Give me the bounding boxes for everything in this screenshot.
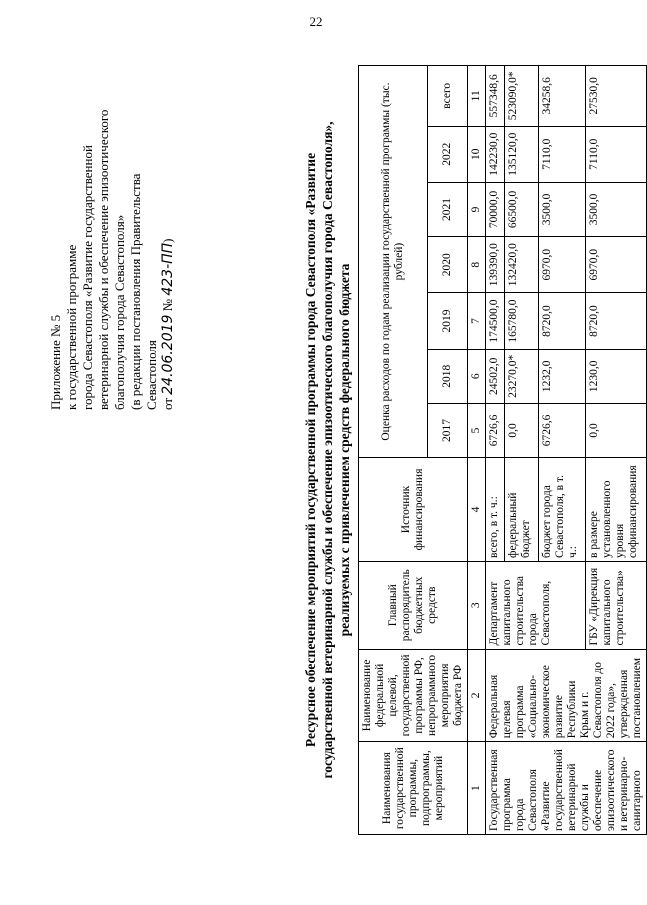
header-year: 2018	[427, 349, 467, 403]
value-cell: 165780,0	[505, 293, 538, 349]
number-prefix: №	[160, 298, 175, 312]
header-year: 2017	[427, 403, 467, 457]
appendix-line: Севастополя	[144, 340, 159, 410]
header-col1: Наименования государственной программы, подпрограммы, мероприятий	[359, 742, 468, 835]
column-number: 4	[468, 458, 486, 562]
value-cell: 24502,0	[486, 349, 505, 403]
header-col3: Главный распорядитель бюджетных средств	[359, 561, 468, 649]
page-number: 22	[309, 14, 323, 29]
value-cell: 6970,0	[538, 237, 585, 293]
header-year: 2022	[427, 126, 467, 182]
column-number: 7	[468, 293, 486, 349]
header-col2: Наименование федеральной целевой, государственной программы РФ, непрограммного мероприятия бюджета РФ	[359, 649, 468, 742]
column-number: 1	[468, 742, 486, 835]
column-number: 3	[468, 561, 486, 649]
handwritten-number: 423-ПП	[160, 242, 176, 296]
column-number-row	[468, 66, 486, 835]
column-number: 6	[468, 349, 486, 403]
value-cell: 0,0	[585, 403, 646, 457]
value-cell: 0,0	[505, 403, 538, 457]
appendix-block	[48, 80, 176, 410]
value-cell: 6726,6	[486, 403, 505, 457]
header-year: 2021	[427, 182, 467, 236]
appendix-line: ветеринарной службы и обеспечение эпизоотического	[96, 109, 111, 410]
column-number: 2	[468, 649, 486, 742]
value-cell: 70000,0	[486, 182, 505, 236]
value-cell: 34258,6	[538, 66, 585, 127]
value-cell: 3500,0	[585, 182, 646, 236]
rotated-page-content	[40, 60, 643, 840]
federal-program-cell: Федеральная целевая программа «Социально-экономическое развитие Республики Крым и г. Севастополя до 2022 года», утвержденная постановлением	[486, 649, 647, 742]
value-cell: 139390,0	[486, 237, 505, 293]
date-prefix: от	[160, 397, 175, 410]
value-cell: 23270,0*	[505, 349, 538, 403]
source-cell: федеральный бюджет	[505, 458, 538, 562]
header-col4: Источник финансирования	[359, 458, 468, 562]
table-row	[486, 66, 505, 835]
source-cell: бюджет города Севастополя, в т. ч.:	[538, 458, 585, 562]
column-number: 10	[468, 126, 486, 182]
value-cell: 1232,0	[538, 349, 585, 403]
column-number: 5	[468, 403, 486, 457]
resource-table	[358, 65, 647, 835]
distributor-cell: ГБУ «Дирекция капитального строительства»	[585, 561, 646, 649]
distributor-cell: Департамент капитального строительства города Севастополя,	[486, 561, 586, 649]
value-cell: 523090,0*	[505, 66, 538, 127]
program-name-cell: Государственная программа города Севастополя «Развитие государственной ветеринарной службы и обеспечение эпизоотического и ветеринарно-санитарного	[486, 742, 647, 835]
header-estimate: Оценка расходов по годам реализации государственной программы (тыс. рублей)	[359, 66, 428, 458]
value-cell: 174500,0	[486, 293, 505, 349]
title-line: Ресурсное обеспечение мероприятий государственной программы города Севастополя «Развитие	[303, 152, 318, 748]
value-cell: 8720,0	[538, 293, 585, 349]
value-cell: 7110,0	[538, 126, 585, 182]
appendix-line: города Севастополя «Развитие государственной	[80, 145, 95, 410]
header-year: 2020	[427, 237, 467, 293]
source-cell: в размере установленного уровня софинансирования	[585, 458, 646, 562]
value-cell: 135120,0	[505, 126, 538, 182]
header-year: 2019	[427, 293, 467, 349]
column-number: 8	[468, 237, 486, 293]
value-cell: 142230,0	[486, 126, 505, 182]
document-title	[302, 60, 353, 840]
handwritten-date: 24.06.2019	[160, 314, 176, 395]
value-cell: 132420,0	[505, 237, 538, 293]
title-line: реализуемых с привлечением средств федерального бюджета	[337, 263, 352, 637]
title-line: государственной ветеринарной службы и обеспечение эпизоотического благополучия города Севастополя»,	[320, 121, 335, 779]
appendix-line: Приложение № 5	[48, 314, 63, 410]
value-cell: 3500,0	[538, 182, 585, 236]
column-number: 11	[468, 66, 486, 127]
appendix-line: благополучия города Севастополя»	[112, 214, 127, 410]
appendix-line: (в редакции постановления Правительства	[128, 173, 143, 410]
value-cell: 6970,0	[585, 237, 646, 293]
value-cell: 7110,0	[585, 126, 646, 182]
column-number: 9	[468, 182, 486, 236]
value-cell: 557348,6	[486, 66, 505, 127]
value-cell: 6726,6	[538, 403, 585, 457]
value-cell: 27530,0	[585, 66, 646, 127]
appendix-line: к государственной программе	[64, 244, 79, 410]
value-cell: 8720,0	[585, 293, 646, 349]
value-cell: 1230,0	[585, 349, 646, 403]
header-total: всего	[427, 66, 467, 127]
source-cell: всего, в т. ч.:	[486, 458, 505, 562]
value-cell: 66500,0	[505, 182, 538, 236]
appendix-date-line: от 24.06.2019 № 423-ПП)	[160, 238, 176, 410]
